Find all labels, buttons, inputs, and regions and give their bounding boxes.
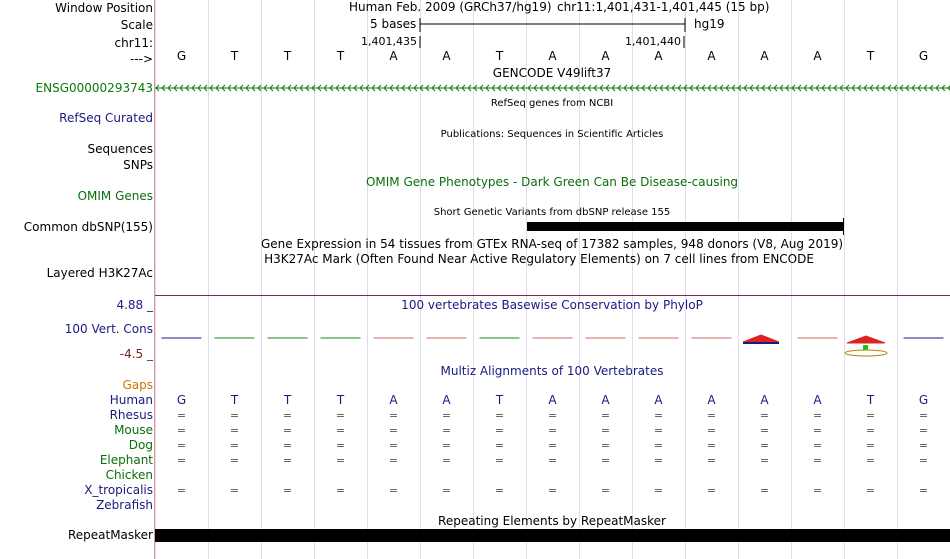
alignment-match-mark: =	[918, 424, 929, 437]
coord-right: 1,401,440	[625, 35, 681, 48]
h3k27ac-track-label[interactable]: Layered H3K27Ac	[46, 266, 153, 280]
alignment-base: T	[283, 393, 292, 407]
alignment-match-mark: =	[176, 454, 187, 467]
sequence-base: A	[760, 49, 769, 63]
alignment-match-mark: =	[600, 409, 611, 422]
alignment-match-mark: =	[335, 439, 346, 452]
sequence-base: T	[283, 49, 292, 63]
sequence-base: T	[336, 49, 345, 63]
sequence-base: A	[813, 49, 822, 63]
alignment-base: A	[760, 393, 769, 407]
alignment-match-mark: =	[335, 484, 346, 497]
species-label: Chicken	[105, 468, 153, 482]
sequence-base: A	[442, 49, 451, 63]
phylop-signal[interactable]	[155, 328, 950, 358]
alignment-match-mark: =	[388, 484, 399, 497]
alignment-base: A	[389, 393, 398, 407]
alignment-match-mark: =	[547, 424, 558, 437]
alignment-match-mark: =	[176, 409, 187, 422]
alignment-match-mark: =	[653, 424, 664, 437]
alignment-match-mark: =	[600, 454, 611, 467]
alignment-match-mark: =	[653, 439, 664, 452]
alignment-match-mark: =	[547, 439, 558, 452]
alignment-match-mark: =	[600, 484, 611, 497]
assembly-text: Human Feb. 2009 (GRCh37/hg19)	[349, 0, 552, 14]
repeatmasker-track-label[interactable]: RepeatMasker	[67, 528, 153, 542]
alignment-match-mark: =	[759, 484, 770, 497]
alignment-match-mark: =	[600, 424, 611, 437]
dbsnp-track-label[interactable]: Common dbSNP(155)	[23, 220, 153, 234]
alignment-match-mark: =	[441, 454, 452, 467]
phylop-max-label: 4.88 _	[116, 298, 153, 312]
refseq-track-title: RefSeq genes from NCBI	[490, 98, 614, 109]
phylop-track-title: 100 vertebrates Basewise Conservation by PhyloP	[401, 298, 703, 312]
dbsnp-variant-bar[interactable]	[527, 222, 844, 231]
alignment-match-mark: =	[494, 424, 505, 437]
alignment-match-mark: =	[865, 439, 876, 452]
dbsnp-variant-tick	[843, 218, 844, 235]
alignment-match-mark: =	[282, 409, 293, 422]
alignment-match-mark: =	[759, 424, 770, 437]
coord-left: 1,401,435	[361, 35, 417, 48]
alignment-base: T	[495, 393, 504, 407]
alignment-match-mark: =	[229, 439, 240, 452]
species-label: Elephant	[99, 453, 153, 467]
alignment-match-mark: =	[547, 409, 558, 422]
alignment-match-mark: =	[918, 439, 929, 452]
alignment-base: G	[918, 393, 929, 407]
phylop-track-label[interactable]: 100 Vert. Cons	[64, 322, 153, 336]
sequences-track-label[interactable]: Sequences	[87, 142, 153, 156]
alignment-match-mark: =	[229, 484, 240, 497]
repeatmasker-element-bar[interactable]	[155, 529, 950, 542]
gencode-track-title: GENCODE V49lift37	[492, 66, 612, 80]
alignment-match-mark: =	[229, 454, 240, 467]
alignment-match-mark: =	[547, 484, 558, 497]
alignment-match-mark: =	[441, 424, 452, 437]
alignment-match-mark: =	[759, 454, 770, 467]
sequence-base: T	[230, 49, 239, 63]
alignment-match-mark: =	[176, 484, 187, 497]
gtex-track-title: Gene Expression in 54 tissues from GTEx RNA-seq of 17382 samples, 948 donors (V8, Aug 2019)	[260, 237, 844, 251]
chromosome-label: chr11:	[114, 36, 153, 50]
alignment-match-mark: =	[812, 454, 823, 467]
window-position-label: Window Position	[55, 1, 153, 15]
alignment-match-mark: =	[865, 454, 876, 467]
alignment-match-mark: =	[335, 409, 346, 422]
alignment-match-mark: =	[653, 484, 664, 497]
multiz-track-title: Multiz Alignments of 100 Vertebrates	[440, 364, 664, 378]
h3k27ac-track-title: H3K27Ac Mark (Often Found Near Active Regulatory Elements) on 7 cell lines from ENCODE	[264, 252, 814, 266]
alignment-match-mark: =	[706, 409, 717, 422]
alignment-match-mark: =	[706, 484, 717, 497]
scale-text: 5 bases	[370, 17, 417, 31]
sequence-base: A	[389, 49, 398, 63]
alignment-match-mark: =	[441, 484, 452, 497]
species-label: X_tropicalis	[84, 483, 153, 497]
alignment-match-mark: =	[812, 484, 823, 497]
h3k27ac-baseline	[155, 295, 950, 296]
alignment-base: A	[813, 393, 822, 407]
alignment-match-mark: =	[865, 484, 876, 497]
alignment-match-mark: =	[388, 424, 399, 437]
alignment-match-mark: =	[229, 424, 240, 437]
alignment-base: T	[230, 393, 239, 407]
alignment-base: A	[654, 393, 663, 407]
alignment-match-mark: =	[653, 409, 664, 422]
db-text: hg19	[694, 17, 725, 31]
species-label: Human	[109, 393, 153, 407]
sequence-base: A	[654, 49, 663, 63]
species-label: Dog	[128, 438, 153, 452]
sequence-base: A	[601, 49, 610, 63]
alignment-base: A	[707, 393, 716, 407]
strand-label: --->	[129, 52, 153, 66]
alignment-base: A	[442, 393, 451, 407]
alignment-match-mark: =	[494, 439, 505, 452]
refseq-track-label[interactable]: RefSeq Curated	[59, 111, 153, 125]
species-label: Rhesus	[109, 408, 153, 422]
alignment-match-mark: =	[759, 439, 770, 452]
alignment-match-mark: =	[865, 409, 876, 422]
alignment-match-mark: =	[282, 424, 293, 437]
alignment-match-mark: =	[918, 484, 929, 497]
alignment-match-mark: =	[282, 484, 293, 497]
gaps-label: Gaps	[122, 378, 153, 392]
gencode-gene-line[interactable]	[155, 82, 950, 94]
alignment-match-mark: =	[335, 454, 346, 467]
alignment-match-mark: =	[918, 454, 929, 467]
alignment-match-mark: =	[494, 484, 505, 497]
alignment-base: A	[601, 393, 610, 407]
alignment-match-mark: =	[706, 424, 717, 437]
alignment-match-mark: =	[600, 439, 611, 452]
alignment-base: T	[336, 393, 345, 407]
alignment-match-mark: =	[176, 439, 187, 452]
alignment-match-mark: =	[229, 409, 240, 422]
alignment-match-mark: =	[547, 454, 558, 467]
sequence-base: A	[707, 49, 716, 63]
alignment-match-mark: =	[812, 424, 823, 437]
ensg-track-label[interactable]: ENSG00000293743	[35, 81, 153, 95]
alignment-match-mark: =	[441, 409, 452, 422]
species-label: Zebrafish	[96, 498, 153, 512]
sequence-base: T	[866, 49, 875, 63]
scale-label: Scale	[120, 18, 153, 32]
alignment-match-mark: =	[865, 424, 876, 437]
omim-track-label[interactable]: OMIM Genes	[77, 189, 153, 203]
sequence-base: G	[176, 49, 187, 63]
alignment-match-mark: =	[494, 454, 505, 467]
sequence-base: A	[548, 49, 557, 63]
alignment-match-mark: =	[388, 454, 399, 467]
alignment-match-mark: =	[494, 409, 505, 422]
snps-track-label[interactable]: SNPs	[123, 158, 153, 172]
alignment-match-mark: =	[176, 424, 187, 437]
alignment-match-mark: =	[282, 454, 293, 467]
alignment-match-mark: =	[388, 439, 399, 452]
sequence-base: T	[495, 49, 504, 63]
alignment-match-mark: =	[388, 409, 399, 422]
repeatmasker-track-title: Repeating Elements by RepeatMasker	[438, 514, 666, 528]
alignment-match-mark: =	[759, 409, 770, 422]
phylop-min-label: -4.5 _	[119, 347, 153, 361]
alignment-match-mark: =	[918, 409, 929, 422]
alignment-match-mark: =	[441, 439, 452, 452]
alignment-match-mark: =	[812, 409, 823, 422]
alignment-base: T	[866, 393, 875, 407]
alignment-match-mark: =	[706, 454, 717, 467]
alignment-match-mark: =	[653, 454, 664, 467]
sequence-base: G	[918, 49, 929, 63]
position-text: chr11:1,401,431-1,401,445 (15 bp)	[557, 0, 770, 14]
alignment-match-mark: =	[335, 424, 346, 437]
alignment-base: G	[176, 393, 187, 407]
publications-track-title: Publications: Sequences in Scientific Articles	[440, 129, 664, 140]
species-label: Mouse	[114, 423, 153, 437]
alignment-base: A	[548, 393, 557, 407]
alignment-match-mark: =	[812, 439, 823, 452]
alignment-match-mark: =	[706, 439, 717, 452]
alignment-match-mark: =	[282, 439, 293, 452]
dbsnp-track-title: Short Genetic Variants from dbSNP release 155	[433, 207, 671, 218]
omim-track-title: OMIM Gene Phenotypes - Dark Green Can Be Disease-causing	[365, 175, 739, 189]
